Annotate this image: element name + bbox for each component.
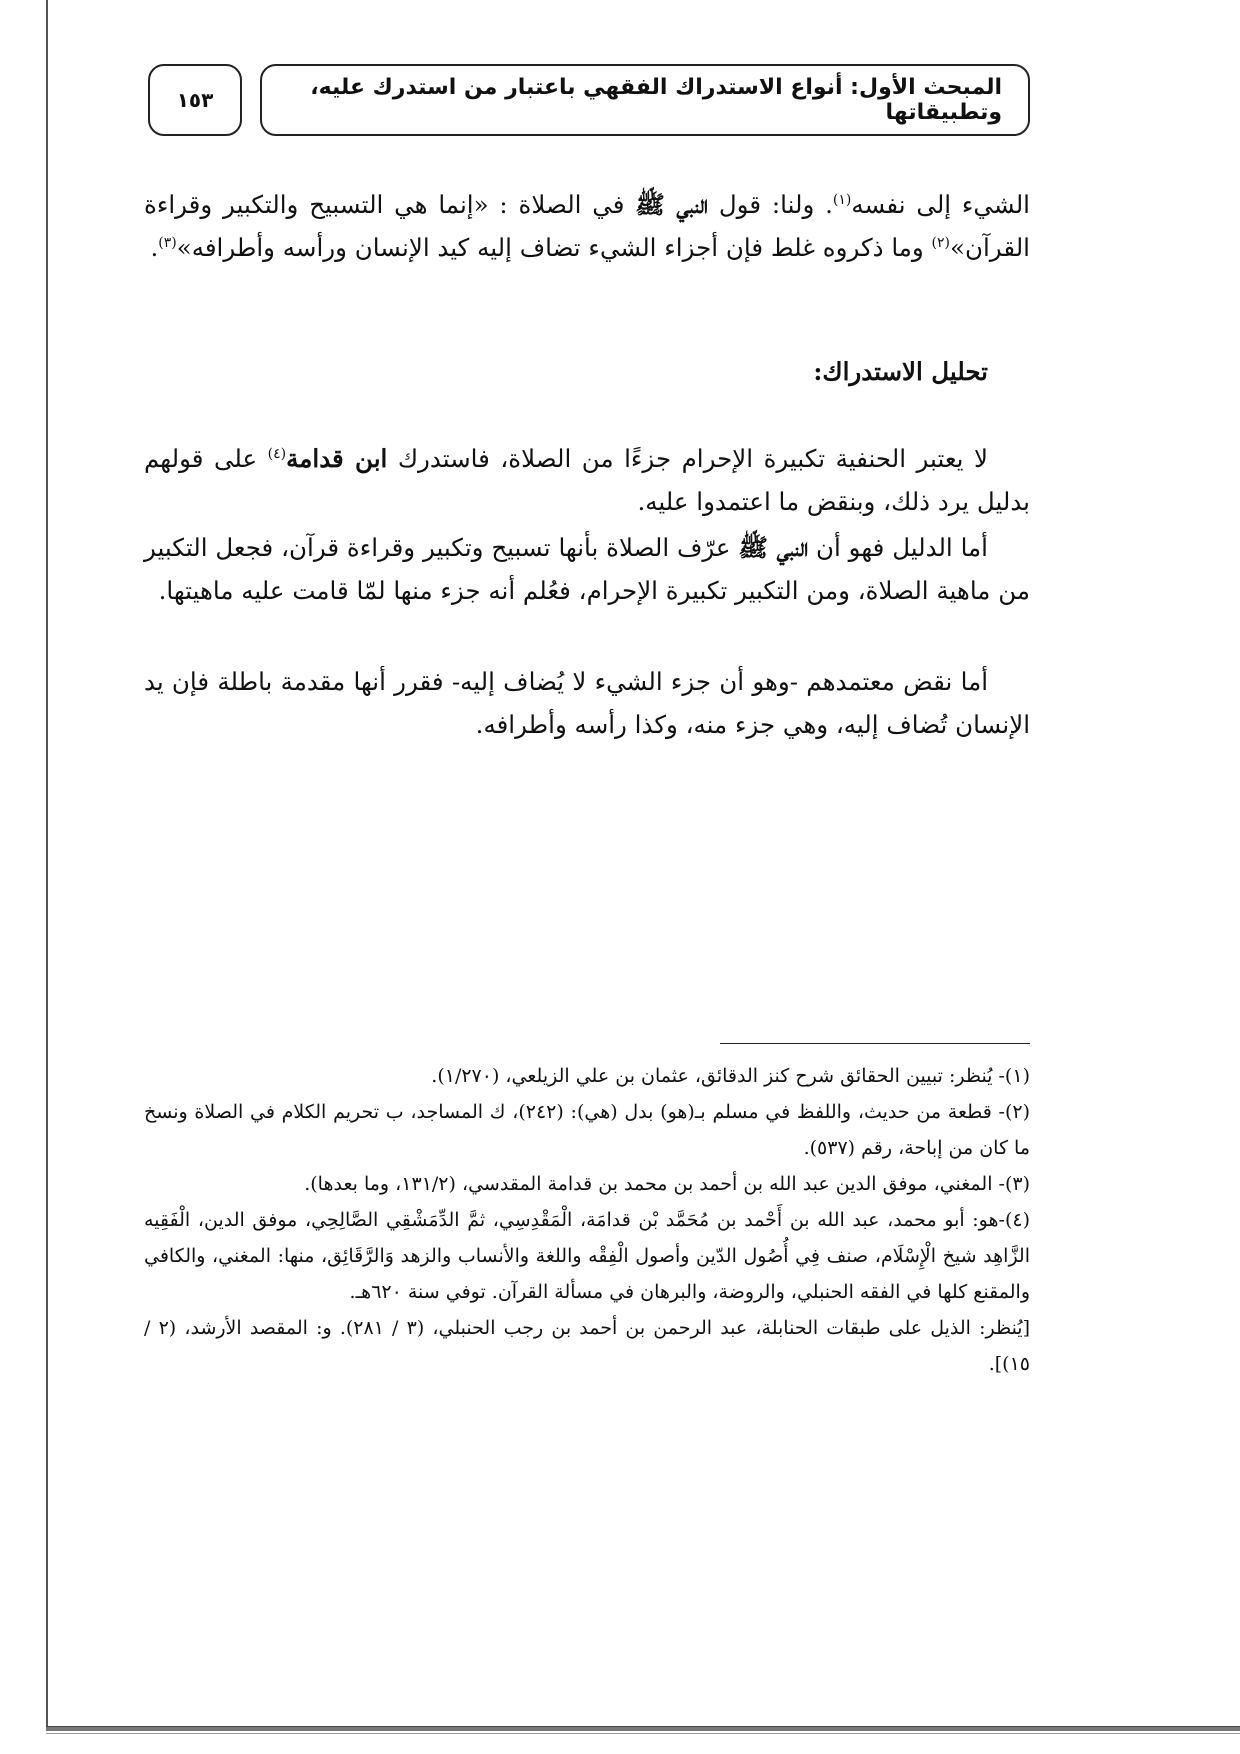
footnote-3: (٣)- المغني، موفق الدين عبد الله بن أحمد بن محمد بن قدامة المقدسي، (١٣١/٢، وما بعدها). <box>304 1173 1030 1195</box>
footnote-2: (٢)- قطعة من حديث، واللفظ في مسلم بـ(هو) بدل (هي): (٢٤٢)، ك المساجد، ب تحريم الكلام في الصلاة ونسخ ما كان من إباحة، رقم (٥٣٧). <box>144 1101 1031 1159</box>
footnote-ref-1[interactable]: (١) <box>832 191 852 208</box>
section-subheading: تحليل الاستدراك: <box>813 357 988 386</box>
footnote-ref-3[interactable]: (٣) <box>158 234 177 251</box>
text-span: على قولهم بدليل يرد ذلك، وبنقض ما اعتمدوا عليه. <box>144 444 1030 516</box>
text-span: في الصلاة : «إنما هي التسبيح والتكبير وقراءة القرآن» <box>144 190 1030 262</box>
bold-text: النبي ﷺ <box>635 190 709 219</box>
body-paragraph-2 <box>144 437 1030 523</box>
footnote-1: (١)- يُنظر: تبيين الحقائق شرح كنز الدقائق، عثمان بن علي الزيلعي، (١/٢٧٠). <box>431 1065 1030 1087</box>
bold-text: ابن قدامة <box>286 444 388 473</box>
page-frame-bottom-border <box>46 1726 1240 1731</box>
body-paragraph-3 <box>144 526 1030 612</box>
text-span: عرّف الصلاة بأنها تسبيح وتكبير وقراءة قرآن، فجعل التكبير من ماهية الصلاة، ومن التكبير تكبيرة الإحرام، فعُلم أنه جزء منها لمّا قامت عليه ماهيتها. <box>144 533 1030 605</box>
footnote-4-sources: [يُنظر: الذيل على طبقات الحنابلة، عبد الرحمن بن أحمد بن رجب الحنبلي، (٣ / ٢٨١). و: المقصد الأرشد، (٢ / ١٥)]. <box>144 1317 1031 1375</box>
text-span: أما نقض معتمدهم -وهو أن جزء الشيء لا يُضاف إليه- فقرر أنها مقدمة باطلة فإن يد الإنسان تُضاف إليه، وهي جزء منه، وكذا رأسه وأطرافه. <box>144 667 1030 739</box>
page-number: ١٥٣ <box>148 64 242 136</box>
footnote-4: (٤)-هو: أبو محمد، عبد الله بن أَحْمد بن مُحَمَّد بْن قدامَة، الْمَقْدِسِي، ثمَّ الدِّمَشْقِي الصَّالِحِي، موفق الدين، الْفَقِيه الزَّاهِد شيخ الْإِسْلَام، صنف فِي أُصُول الدّين وأصول الْفِقْه واللغة والأنساب والزهد وَالرَّقَائِق، منها: المغني، والكافي والمقنع كلها في الفقه الحنبلي، والروضة، والبرهان في مسألة القرآن. توفي سنة ٦٢٠هـ. <box>144 1209 1030 1303</box>
text-span: أما الدليل فهو أن <box>808 533 988 562</box>
footnote-separator <box>720 1043 1030 1044</box>
text-span: وما ذكروه غلط فإن أجزاء الشيء تضاف إليه كيد الإنسان ورأسه وأطرافه» <box>176 233 932 262</box>
body-paragraph-4 <box>144 660 1030 746</box>
footnotes <box>144 1058 1030 1382</box>
text-span: . <box>150 233 159 262</box>
page-frame-left-border <box>46 0 48 1727</box>
text-span: . ولنا: قول <box>708 190 833 219</box>
running-header-title: المبحث الأول: أنواع الاستدراك الفقهي باعتبار من استدرك عليه، وتطبيقاتها <box>260 64 1030 136</box>
footnote-ref-4[interactable]: (٤) <box>267 445 287 462</box>
page-frame-bottom-border-inner <box>46 1733 1240 1734</box>
text-span: لا يعتبر الحنفية تكبيرة الإحرام جزءًا من الصلاة، فاستدرك <box>387 444 988 473</box>
footnote-ref-2[interactable]: (٢) <box>931 234 951 251</box>
text-span: الشيء إلى نفسه <box>851 190 1030 219</box>
bold-text: النبي ﷺ <box>738 533 809 562</box>
body-paragraph-1 <box>144 183 1030 269</box>
